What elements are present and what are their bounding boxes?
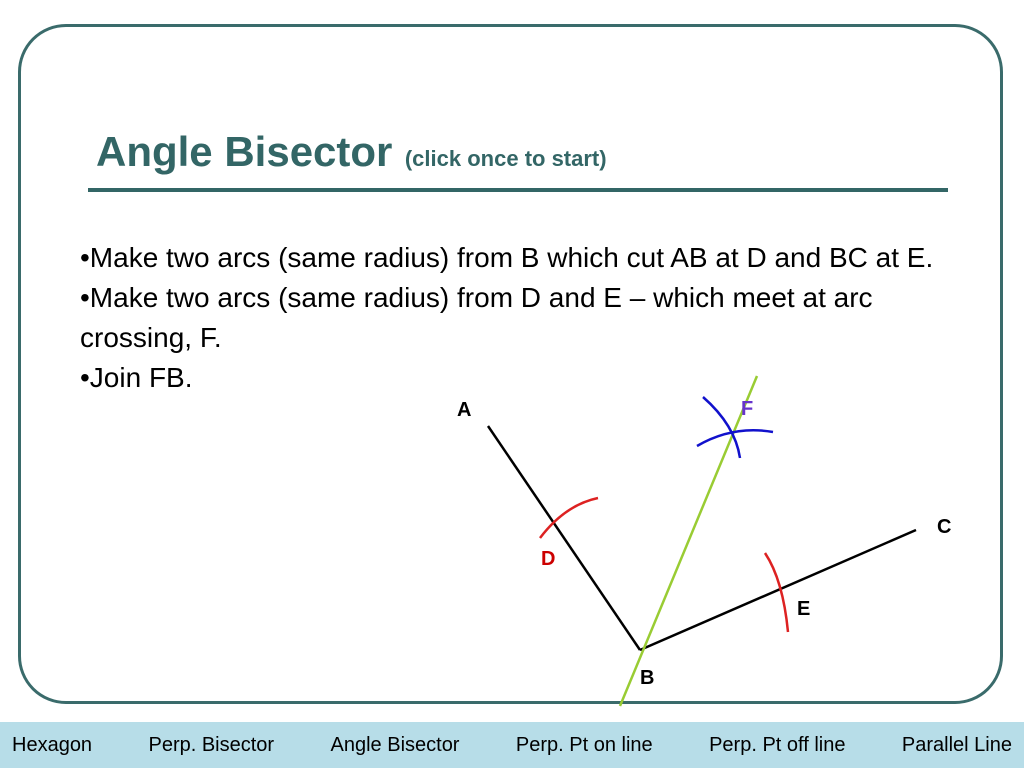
line-bc <box>640 530 916 650</box>
nav-link-hexagon[interactable]: Hexagon <box>12 733 93 756</box>
page-title: Angle Bisector <box>96 128 393 175</box>
label-c: C <box>937 516 952 538</box>
label-f: F <box>741 398 754 420</box>
label-e: E <box>797 598 811 620</box>
bisector-line-fb <box>620 376 757 706</box>
instruction-step-2: •Make two arcs (same radius) from D and E – which meet at arc crossing, F. <box>80 282 873 353</box>
nav-link-angle-bisector[interactable]: Angle Bisector <box>330 733 460 756</box>
label-b: B <box>640 667 655 689</box>
instruction-step-1: •Make two arcs (same radius) from B which cut AB at D and BC at E. <box>80 242 934 273</box>
nav-link-perp-bisector[interactable]: Perp. Bisector <box>148 733 275 756</box>
navigation-bar <box>0 722 1024 768</box>
nav-link-parallel-line[interactable]: Parallel Line <box>901 733 1012 756</box>
page-subtitle: (click once to start) <box>404 146 607 171</box>
instruction-step-3: •Join FB. <box>80 362 193 393</box>
label-a: A <box>457 399 472 421</box>
label-d: D <box>541 548 556 570</box>
arc-at-e <box>765 553 788 632</box>
arc-at-d <box>540 498 598 538</box>
nav-link-perp-pt-on-line[interactable]: Perp. Pt on line <box>515 733 653 756</box>
nav-link-perp-pt-off-line[interactable]: Perp. Pt off line <box>709 733 846 756</box>
line-ba <box>488 426 640 650</box>
